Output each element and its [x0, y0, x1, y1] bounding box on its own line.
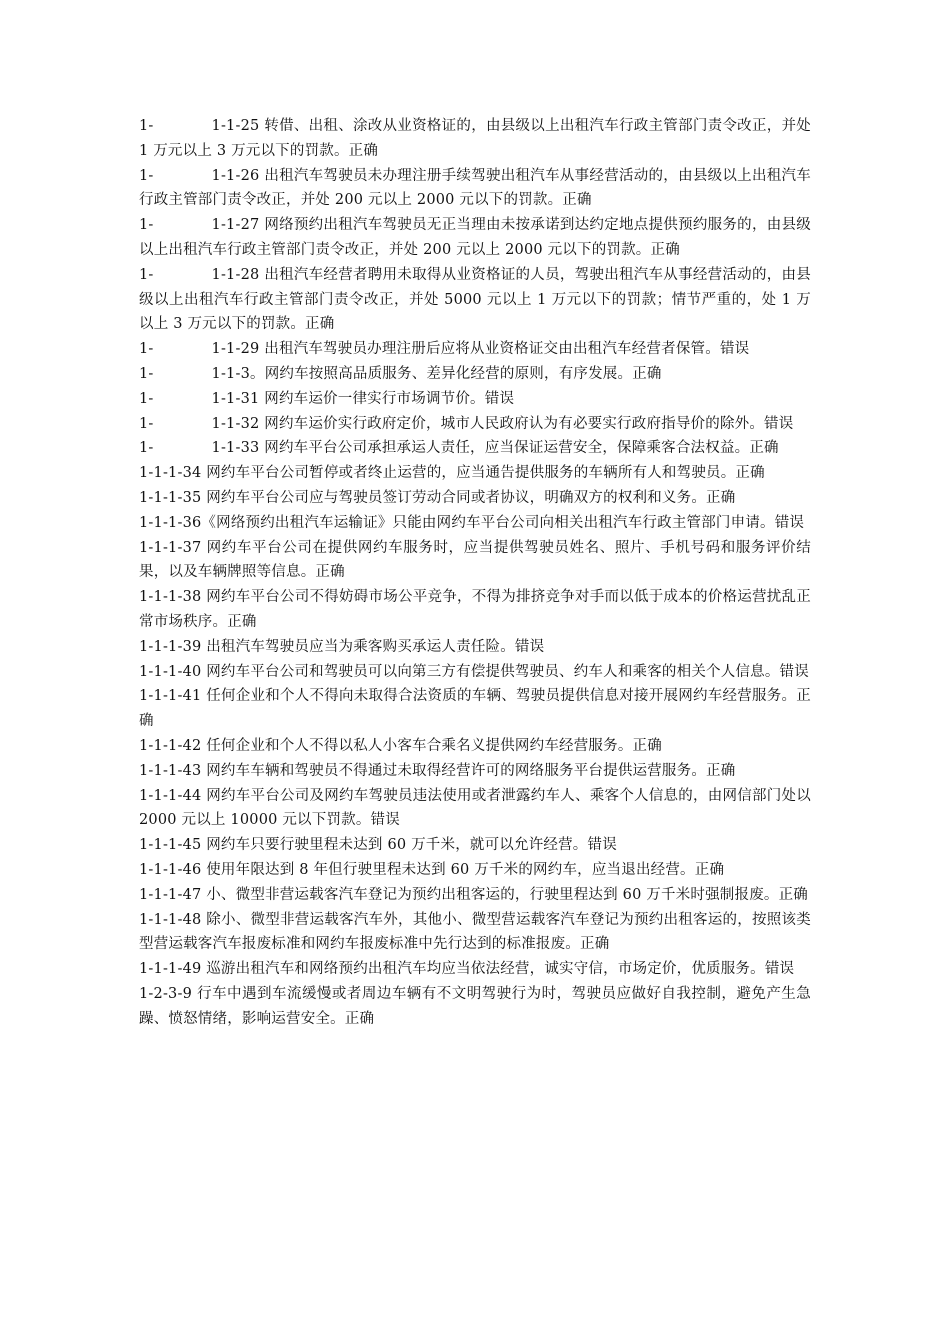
- item-prefix: 1-: [139, 167, 154, 184]
- item-text: 1-1-1-43 网约车车辆和驾驶员不得通过未取得经营许可的网络服务平台提供运营服务。正确: [139, 762, 736, 779]
- list-item: [139, 461, 811, 486]
- item-text: 1-1-1-34 网约车平台公司暂停或者终止运营的，应当通告提供服务的车辆所有人和驾驶员。正确: [139, 465, 765, 482]
- list-item: [139, 660, 811, 685]
- item-text: 1-1-31 网约车运价一律实行市场调节价。错误: [211, 390, 515, 407]
- item-text: 1-1-1-45 网约车只要行驶里程未达到 60 万千米，就可以允许经营。错误: [139, 837, 617, 854]
- list-item: [139, 362, 811, 387]
- item-text: 1-1-1-48 除小、微型非营运载客汽车外，其他小、微型营运载客汽车登记为预约出租客运的，按照该类型营运载客汽车报废标准和网约车报废标准中先行达到的标准报废。正确: [139, 911, 811, 953]
- list-item: [139, 858, 811, 883]
- item-text: 1-1-1-47 小、微型非营运载客汽车登记为预约出租客运的，行驶里程达到 60 万千米时强制报废。正确: [139, 886, 808, 903]
- item-text: 1-1-1-38 网约车平台公司不得妨碍市场公平竞争，不得为排挤竞争对手而以低于成本的价格运营扰乱正常市场秩序。正确: [139, 589, 811, 630]
- list-item: [139, 412, 811, 437]
- item-text: 1-1-27 网络预约出租汽车驾驶员无正当理由未按承诺到达约定地点提供预约服务的，由县级以上出租汽车行政主管部门责令改正，并处 200 元以上 2000 元以下的罚款。正确: [139, 217, 811, 258]
- list-item: [139, 982, 811, 1032]
- item-prefix: 1-: [139, 118, 154, 134]
- item-text: 1-1-28 出租汽车经营者聘用未取得从业资格证的人员，驾驶出租汽车从事经营活动的，由县级以上出租汽车行政主管部门责令改正，并处 5000 元以上 1 万元以下的罚款；情节严重的，处 1 万以上 3 万元以下的罚款。正确: [139, 266, 811, 333]
- item-text: 1-1-1-46 使用年限达到 8 年但行驶里程未达到 60 万千米的网约车，应当退出经营。正确: [139, 861, 725, 878]
- item-prefix: 1-: [139, 266, 154, 283]
- list-item: [139, 486, 811, 511]
- list-item: [139, 511, 811, 536]
- item-text: 1-1-1-42 任何企业和个人不得以私人小客车合乘名义提供网约车经营服务。正确: [139, 737, 662, 754]
- question-list: [139, 114, 811, 1031]
- item-text: 1-1-3。网约车按照高品质服务、差异化经营的原则，有序发展。正确: [211, 365, 662, 382]
- item-text: 1-1-29 出租汽车驾驶员办理注册后应将从业资格证交由出租汽车经营者保管。错误: [211, 341, 750, 358]
- list-item: [139, 759, 811, 784]
- list-item: [139, 536, 811, 586]
- item-prefix: 1-: [139, 440, 154, 457]
- list-item: [139, 436, 811, 461]
- list-item: [139, 784, 811, 834]
- item-text: 1-1-1-40 网约车平台公司和驾驶员可以向第三方有偿提供驾驶员、约车人和乘客的相关个人信息。错误: [139, 663, 809, 680]
- item-text: 1-1-1-44 网约车平台公司及网约车驾驶员违法使用或者泄露约车人、乘客个人信息的，由网信部门处以 2000 元以上 10000 元以下罚款。错误: [139, 787, 811, 829]
- item-prefix: 1-: [139, 390, 154, 407]
- list-item: [139, 263, 811, 337]
- item-text: 1-1-1-36《网络预约出租汽车运输证》只能由网约车平台公司向相关出租汽车行政主管部门申请。错误: [139, 514, 805, 531]
- item-prefix: 1-: [139, 365, 154, 382]
- list-item: [139, 908, 811, 958]
- item-text: 1-1-1-39 出租汽车驾驶员应当为乘客购买承运人责任险。错误: [139, 638, 545, 655]
- item-text: 1-1-32 网约车运价实行政府定价，城市人民政府认为有必要实行政府指导价的除外。错误: [211, 415, 794, 432]
- item-prefix: 1-: [139, 341, 154, 358]
- list-item: [139, 883, 811, 908]
- item-text: 1-2-3-9 行车中遇到车流缓慢或者周边车辆有不文明驾驶行为时，驾驶员应做好自我控制，避免产生急躁、愤怒情绪，影响运营安全。正确: [139, 985, 811, 1027]
- list-item: [139, 387, 811, 412]
- list-item: [139, 635, 811, 660]
- list-item: [139, 833, 811, 858]
- list-item: [139, 114, 811, 164]
- item-text: 1-1-1-37 网约车平台公司在提供网约车服务时，应当提供驾驶员姓名、照片、手机号码和服务评价结果，以及车辆牌照等信息。正确: [139, 539, 811, 581]
- list-item: [139, 684, 811, 734]
- item-text: 1-1-26 出租汽车驾驶员未办理注册手续驾驶出租汽车从事经营活动的，由县级以上出租汽车行政主管部门责令改正，并处 200 元以上 2000 元以下的罚款。正确: [139, 167, 811, 209]
- list-item: [139, 337, 811, 362]
- item-text: 1-1-1-35 网约车平台公司应与驾驶员签订劳动合同或者协议，明确双方的权利和义务。正确: [139, 489, 736, 506]
- item-text: 1-1-25 转借、出租、涂改从业资格证的，由县级以上出租汽车行政主管部门责令改正，并处 1 万元以上 3 万元以下的罚款。正确: [139, 118, 811, 159]
- item-prefix: 1-: [139, 415, 154, 432]
- list-item: [139, 734, 811, 759]
- item-text: 1-1-1-49 巡游出租汽车和网络预约出租汽车均应当依法经营，诚实守信，市场定价，优质服务。错误: [139, 961, 795, 978]
- item-text: 1-1-1-41 任何企业和个人不得向未取得合法资质的车辆、驾驶员提供信息对接开展网约车经营服务。正确: [139, 688, 811, 730]
- list-item: [139, 164, 811, 214]
- item-text: 1-1-33 网约车平台公司承担承运人责任，应当保证运营安全，保障乘客合法权益。正确: [211, 440, 779, 457]
- item-prefix: 1-: [139, 217, 154, 234]
- list-item: [139, 213, 811, 263]
- list-item: [139, 585, 811, 635]
- list-item: [139, 957, 811, 982]
